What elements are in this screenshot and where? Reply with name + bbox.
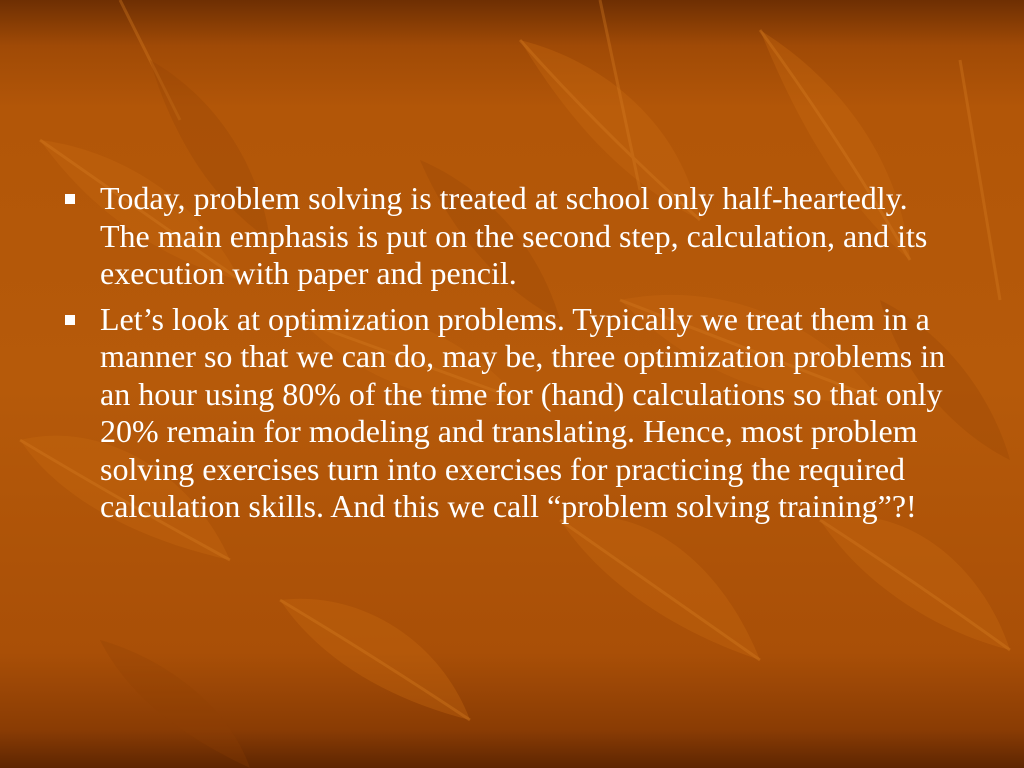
- square-bullet-icon: [65, 315, 75, 325]
- bullet-item: [58, 301, 958, 526]
- bullet-item: [58, 180, 958, 293]
- bullet-list: [58, 180, 958, 534]
- square-bullet-icon: [65, 194, 75, 204]
- bullet-text: Let’s look at optimization problems. Typically we treat them in a manner so that we can do, may be, three optimization problems in an hour using 80% of the time for (hand) calculations so that only 20% remain for modeling and translating. Hence, most problem solving exercises turn into exercises for practicing the required calculation skills. And this we call “problem solving training”?!: [100, 300, 946, 524]
- bullet-text: Today, problem solving is treated at school only half-heartedly. The main emphasis is put on the second step, calculation, and its execution with paper and pencil.: [100, 180, 928, 291]
